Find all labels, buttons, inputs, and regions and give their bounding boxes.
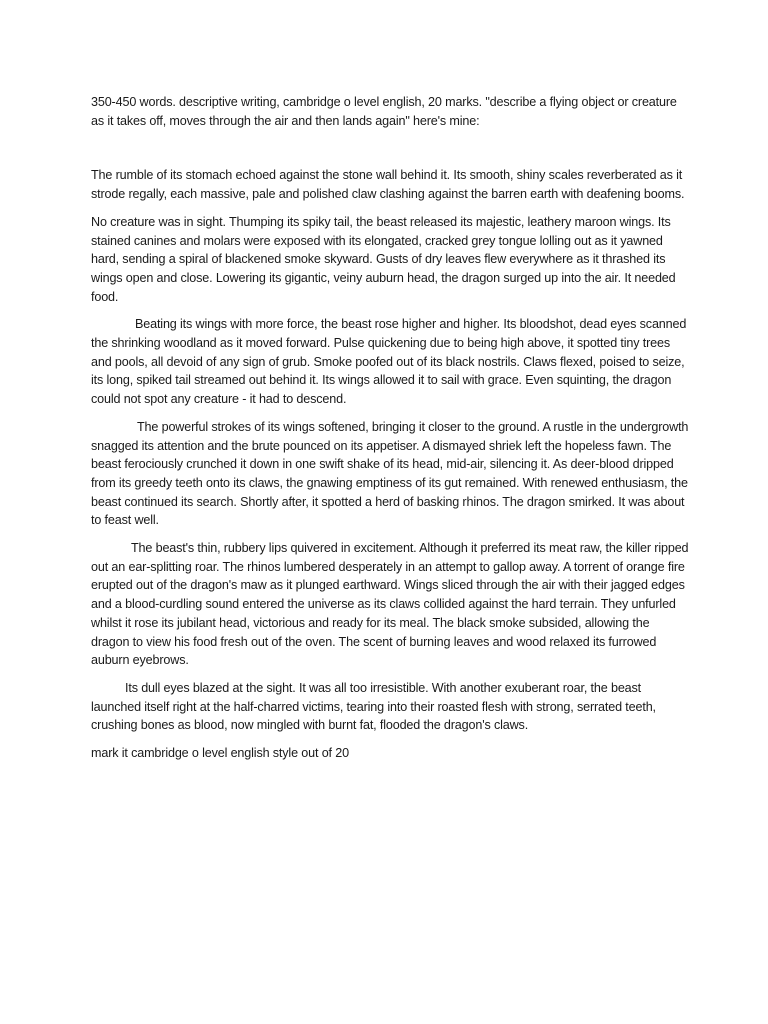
essay-paragraph-1: The rumble of its stomach echoed against the stone wall behind it. Its smooth, shiny scales reverberated as it strode regally, each massive, pale and polished claw clashing against the barren earth with deafening booms.: [91, 168, 685, 202]
essay-paragraph-2: No creature was in sight. Thumping its spiky tail, the beast released its majestic, leathery maroon wings. Its stained canines and molars were exposed with its elongated, cracked grey tongue lolling out as it yawned hard, sending a spiral of blackened smoke skyward. Gusts of dry leaves flew everywhere as it thrashed its wings open and close. Lowering its gigantic, veiny auburn head, the dragon surged up into the air. It needed food.: [91, 214, 676, 304]
essay-paragraph-6: Its dull eyes blazed at the sight. It was all too irresistible. With another exuberant roar, the beast launched itself right at the half-charred victims, tearing into their roasted flesh with strong, serrated teeth, crushing bones as blood, now mingled with burnt fat, flooded the dragon's claws.: [91, 680, 656, 733]
essay-paragraph-5: The beast's thin, rubbery lips quivered in excitement. Although it preferred its meat raw, the killer ripped out an ear-splitting roar. The rhinos lumbered desperately in an attempt to gallop away. A torrent of orange fire erupted out of the dragon's maw as it plunged earthward. Wings sliced through the air with their jagged edges and a blood-curdling sound entered the universe as its claws collided against the hard terrain. They unfurled whilst it rose its jubilant head, victorious and ready for its meal. The black smoke subsided, allowing the dragon to view his food fresh out of the oven. The scent of burning leaves and wood relaxed its furrowed auburn eyebrows.: [91, 541, 689, 668]
essay-paragraph-4: The powerful strokes of its wings softened, bringing it closer to the ground. A rustle in the undergrowth snagged its attention and the brute pounced on its appetiser. A dismayed shriek left the hopeless fawn. The beast ferociously crunched it down in one swift shake of its head, mid-air, silencing it. As deer-blood dripped from its greedy teeth onto its claws, the gnawing emptiness of its gut remained. With renewed enthusiasm, the beast continued its search. Shortly after, it spotted a herd of basking rhinos. The dragon smirked. It was about to feast well.: [91, 419, 689, 528]
essay-paragraph-3: Beating its wings with more force, the beast rose higher and higher. Its bloodshot, dead eyes scanned the shrinking woodland as it moved forward. Pulse quickening due to being high above, it spotted tiny trees and pools, all devoid of any sign of grub. Smoke poofed out of its black nostrils. Claws flexed, poised to seize, its long, spiked tail streamed out behind it. Its wings allowed it to sail with grace. Even squinting, the dragon could not spot any creature - it had to descend.: [91, 317, 687, 407]
prompt-text: 350-450 words. descriptive writing, cambridge o level english, 20 marks. "describe a flying object or creature as it takes off, moves through the air and then lands again" here's mine:: [91, 95, 677, 128]
document-body: [91, 93, 689, 763]
closing-request: mark it cambridge o level english style out of 20: [91, 746, 349, 761]
